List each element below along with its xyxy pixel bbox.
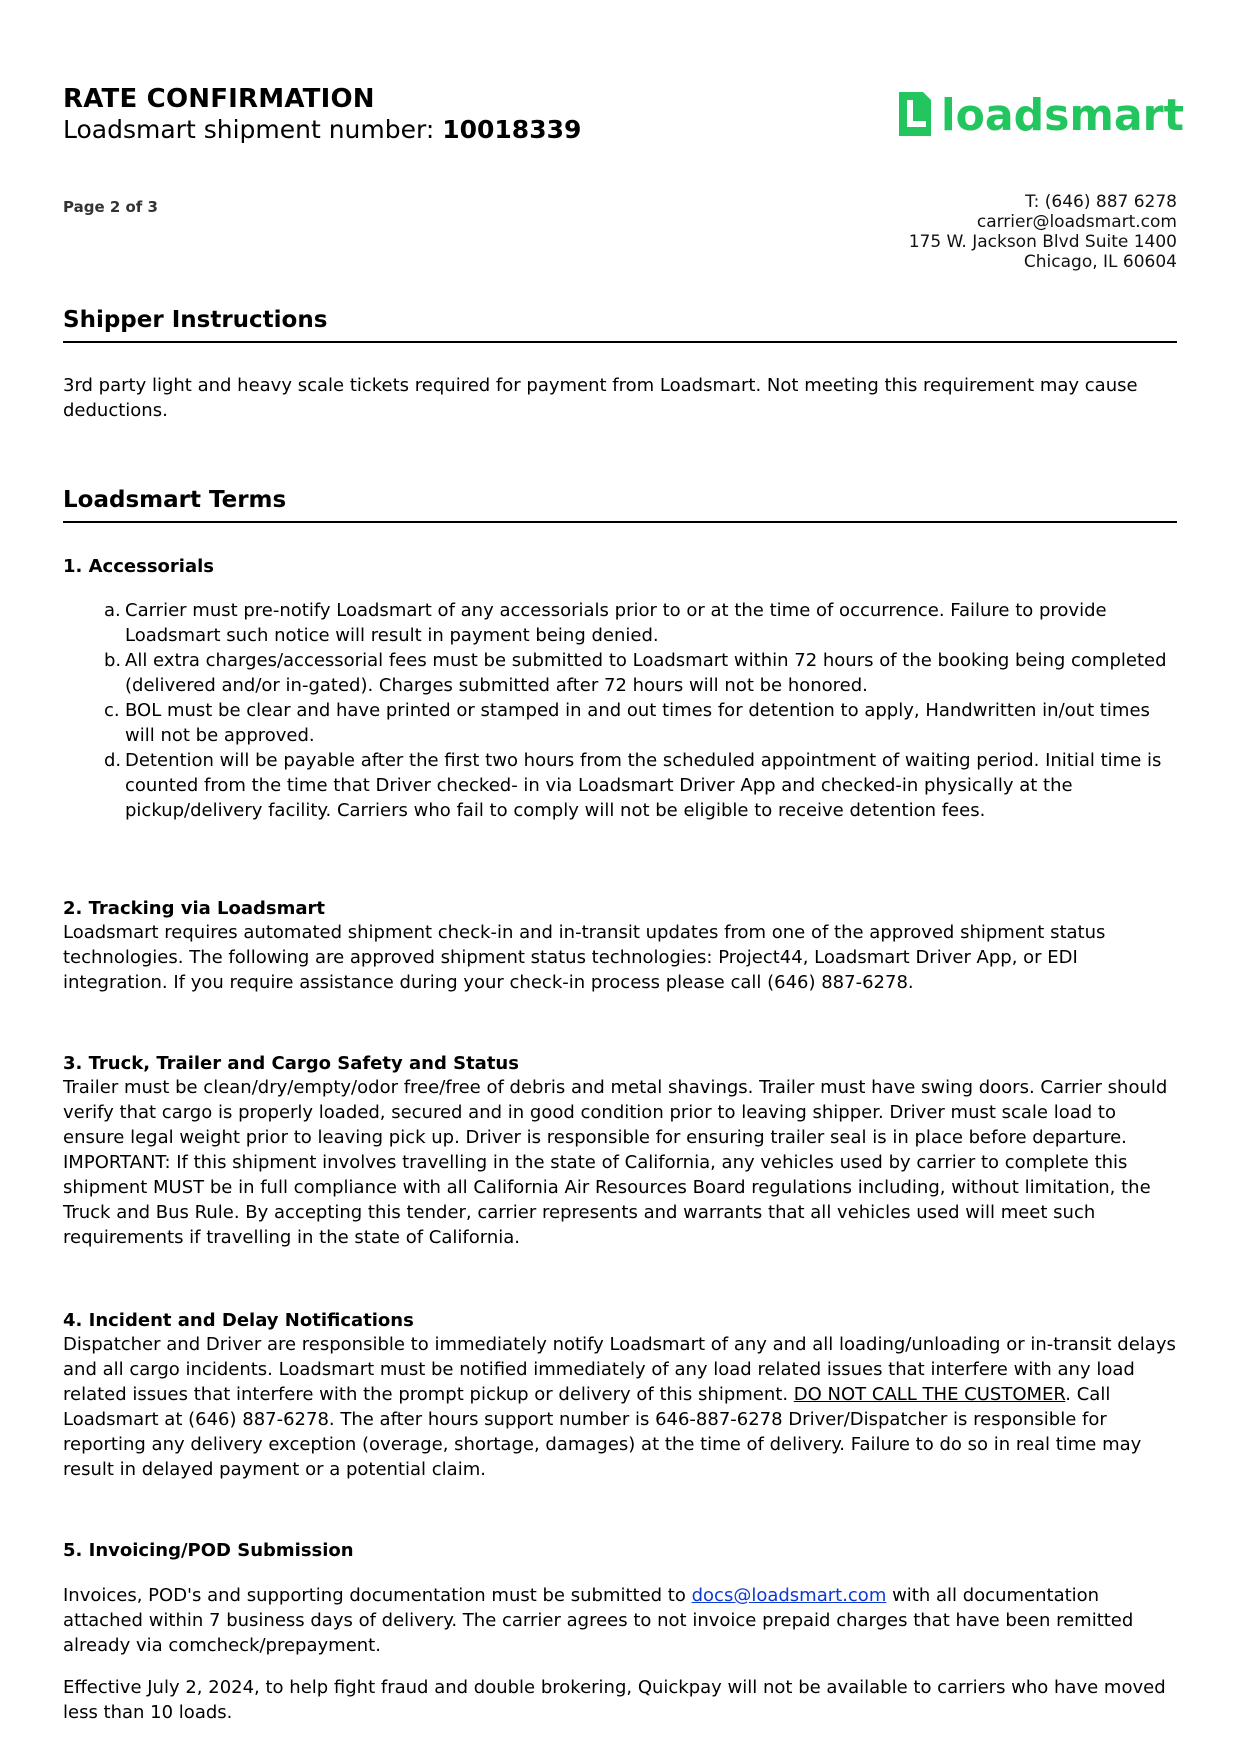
- loadsmart-logo-mark-icon: [899, 92, 931, 136]
- loadsmart-terms-heading: Loadsmart Terms: [63, 487, 1177, 523]
- list-item: [104, 748, 1177, 823]
- tracking-text: Loadsmart requires automated shipment check-in and in-transit updates from one of the approved shipment status technologies. The following are approved shipment status technologies: Project44, Loadsmart Driver App, or EDI integration. If you require assistance during your check-in process please call (646) 887-6278.: [63, 922, 1106, 993]
- shipper-instructions-text: 3rd party light and heavy scale tickets required for payment from Loadsmart. Not meeting this requirement may cause deductions.: [63, 375, 1138, 421]
- invoicing-text-end: with all documentation attached within 7 business days of delivery. The carrier agrees to not invoice prepaid charges that have been remitted already via comcheck/prepayment.: [63, 1585, 1134, 1656]
- list-marker: c.: [104, 700, 120, 721]
- document-title: RATE CONFIRMATION: [63, 84, 375, 114]
- accessorials-list: [104, 598, 1177, 823]
- contact-block: [909, 192, 1177, 272]
- invoicing-heading: 5. Invoicing/POD Submission: [63, 1540, 354, 1561]
- shipment-number: 10018339: [442, 115, 582, 144]
- shipment-number-label: Loadsmart shipment number:: [63, 115, 443, 144]
- incident-text: [63, 1332, 1177, 1482]
- list-marker: a.: [104, 600, 121, 621]
- list-item-text: All extra charges/accessorial fees must be submitted to Loadsmart within 72 hours of the booking being completed (delivered and/or in-gated). Charges submitted after 72 hours will not be honored.: [125, 650, 1167, 696]
- shipper-instructions-heading: Shipper Instructions: [63, 307, 1177, 343]
- logo-wordmark: loadsmart: [941, 90, 1184, 141]
- accessorials-heading: 1. Accessorials: [63, 556, 214, 577]
- list-item-text: BOL must be clear and have printed or stamped in and out times for detention to apply, Handwritten in/out times will not be approved.: [125, 700, 1150, 746]
- safety-text: Trailer must be clean/dry/empty/odor free/free of debris and metal shavings. Trailer must have swing doors. Carrier should verify that cargo is properly loaded, secured and in good condition prior to leaving shipper. Driver must scale load to ensure legal weight prior to leaving pick up. Driver is responsible for ensuring trailer seal is in place before departure. IMPORTANT: If this shipment involves travelling in the state of California, any vehicles used by carrier to complete this shipment MUST be in full compliance with all California Air Resources Board regulations including, without limitation, the Truck and Bus Rule. By accepting this tender, carrier represents and warrants that all vehicles used will meet such requirements if travelling in the state of California.: [63, 1077, 1168, 1248]
- list-marker: d.: [104, 750, 122, 771]
- incident-text-end: . Call Loadsmart at (646) 887-6278. The after hours support number is 646-887-6278 Driver/Dispatcher is responsible for reporting any delivery exception (overage, shortage, damages) at the time of delivery. Failure to do so in real time may result in delayed payment or a potential claim.: [63, 1384, 1142, 1480]
- quickpay-notice: Effective July 2, 2024, to help fight fraud and double brokering, Quickpay will not be available to carriers who have moved less than 10 loads.: [63, 1677, 1166, 1723]
- incident-text-start: Dispatcher and Driver are responsible to immediately notify Loadsmart of any and all loading/unloading or in-transit delays and all cargo incidents. Loadsmart must be notified immediately of any load related issues that interfere with any load related issues that interfere with the prompt pickup or delivery of this shipment.: [63, 1334, 1176, 1405]
- list-item: [104, 698, 1177, 748]
- safety-heading: 3. Truck, Trailer and Cargo Safety and Status: [63, 1053, 519, 1074]
- invoicing-text-start: Invoices, POD's and supporting documentation must be submitted to: [63, 1585, 692, 1606]
- list-item: [104, 598, 1177, 648]
- do-not-call-warning: DO NOT CALL THE CUSTOMER: [793, 1384, 1066, 1405]
- page-number: Page 2 of 3: [63, 198, 158, 216]
- shipment-number-line: [63, 115, 581, 144]
- docs-email-link[interactable]: docs@loadsmart.com: [691, 1585, 887, 1606]
- contact-phone: T: (646) 887 6278: [1025, 192, 1177, 212]
- list-marker: b.: [104, 650, 122, 671]
- incident-heading: 4. Incident and Delay Notifications: [63, 1310, 414, 1331]
- contact-address-line-1: 175 W. Jackson Blvd Suite 1400: [908, 232, 1177, 252]
- invoicing-text: [63, 1583, 1177, 1658]
- contact-email: carrier@loadsmart.com: [976, 212, 1177, 232]
- list-item-text: Carrier must pre-notify Loadsmart of any accessorials prior to or at the time of occurrence. Failure to provide Loadsmart such notice will result in payment being denied.: [125, 600, 1107, 646]
- tracking-heading: 2. Tracking via Loadsmart: [63, 898, 326, 919]
- contact-address-line-2: Chicago, IL 60604: [1023, 252, 1177, 272]
- list-item: [104, 648, 1177, 698]
- loadsmart-logo: [893, 86, 1187, 142]
- list-item-text: Detention will be payable after the first two hours from the scheduled appointment of waiting period. Initial time is counted from the time that Driver checked- in via Loadsmart Driver App and checked-in physically at the pickup/delivery facility. Carriers who fail to comply will not be eligible to receive detention fees.: [125, 750, 1162, 821]
